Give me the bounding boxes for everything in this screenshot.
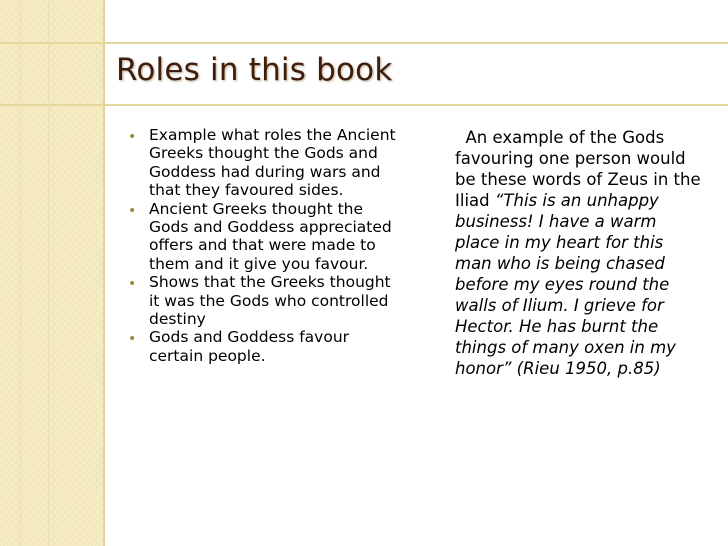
decorative-vertical-line [48,0,49,546]
bullet-icon: • [128,331,137,348]
bullet-item [128,200,396,274]
left-decorative-band [0,0,103,546]
zeus-quote-paragraph [455,127,705,379]
bullet-icon: • [128,129,137,145]
bullet-text: Ancient Greeks thought the Gods and Goddess appreciated offers and that were made to them and it give you favour. [149,199,392,273]
title-bottom-rule [0,104,728,106]
bullet-item [128,328,396,365]
bullet-text: Shows that the Greeks thought it was the Gods who controlled destiny [149,273,391,329]
title-top-rule [0,42,728,44]
bullet-text: Gods and Goddess favour certain people. [149,328,350,365]
slide-title: Roles in this book [116,52,393,88]
bullet-text: Example what roles the Ancient Greeks thought the Gods and Goddess had during wars and that they favoured sides. [149,126,396,200]
iliad-quote: “This is an unhappy business! I have a warm place in my heart for this man who is being chased before my eyes round the walls of Ilium. I grieve for Hector. He has burnt the things of many oxen in my honor” (Rieu 1950, p.85) [455,191,676,378]
bullet-item [128,273,396,328]
bullet-item [128,126,396,200]
bullet-list [128,126,396,365]
decorative-vertical-line [20,0,21,546]
quote-intro: An example of the Gods favouring one person would be these words of Zeus in the Iliad [455,128,701,210]
bullet-icon: • [128,202,137,219]
band-edge-line [103,0,105,546]
bullet-icon: • [128,276,137,293]
